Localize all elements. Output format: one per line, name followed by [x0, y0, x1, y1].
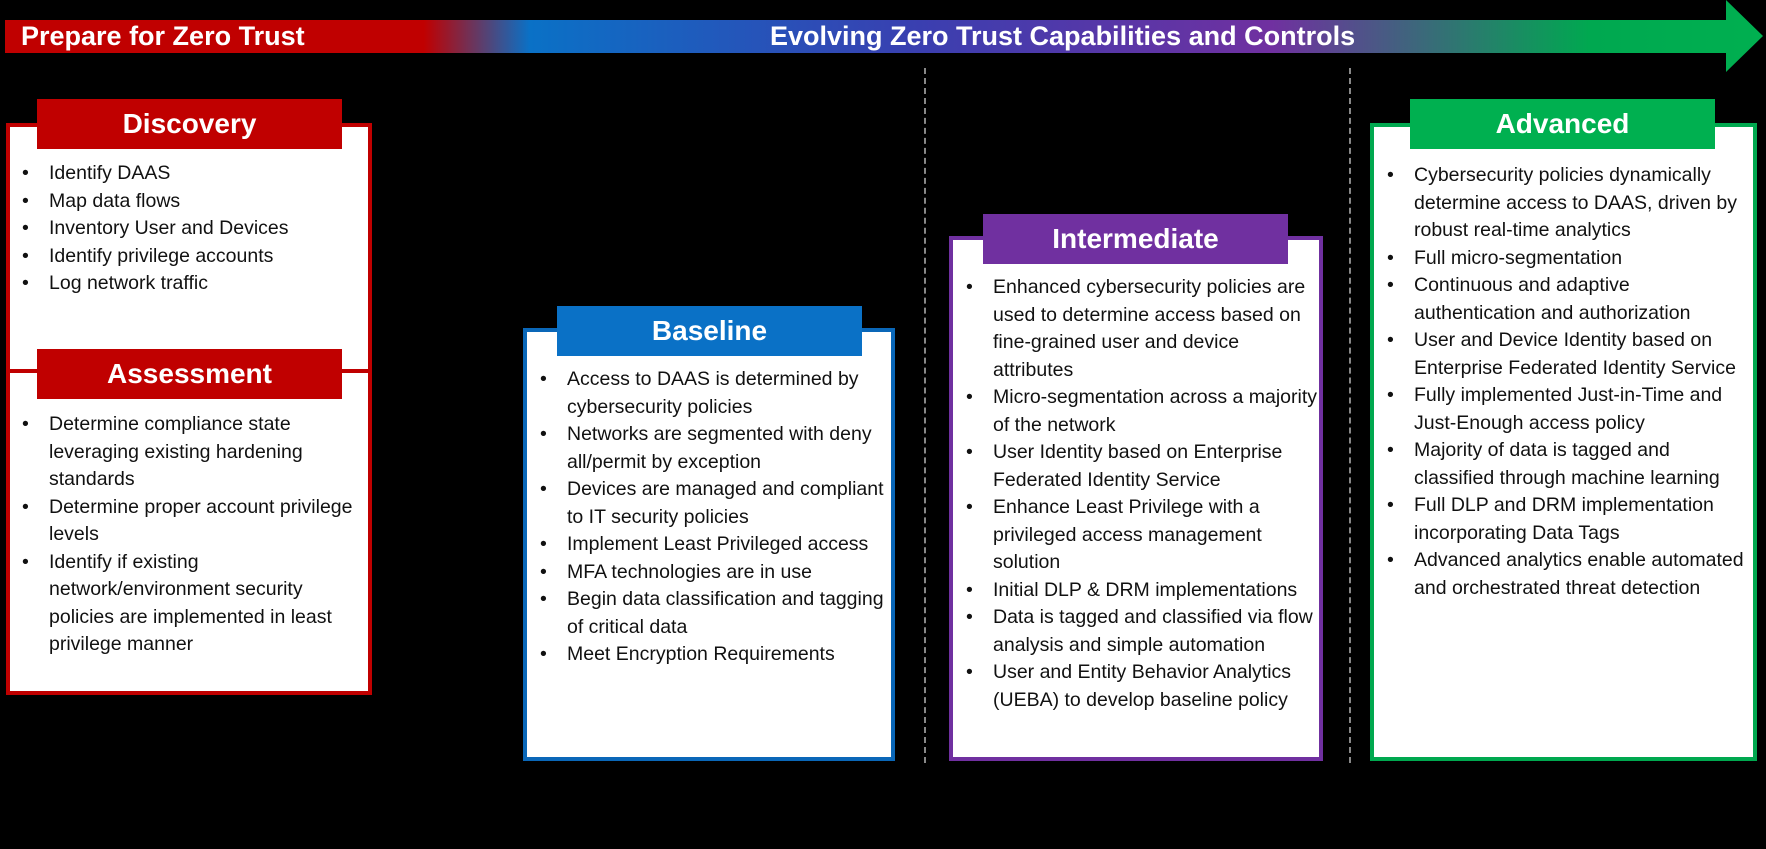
list-item: • Devices are managed and compliant to IT security policies	[538, 476, 891, 531]
advanced-header: Advanced	[1410, 99, 1715, 149]
intermediate-header: Intermediate	[983, 214, 1288, 264]
list-item: • Full micro-segmentation	[1385, 245, 1755, 273]
list-item: • Fully implemented Just-in-Time and Just-Enough access policy	[1385, 382, 1755, 437]
list-item: • Advanced analytics enable automated and orchestrated threat detection	[1385, 547, 1755, 602]
list-item: • Implement Least Privileged access	[538, 531, 891, 559]
assessment-list	[20, 411, 365, 659]
evolving-label: Evolving Zero Trust Capabilities and Controls	[770, 21, 1356, 51]
list-item: • Cybersecurity policies dynamically determine access to DAAS, driven by robust real-time analytics	[1385, 162, 1755, 245]
intermediate-list	[964, 274, 1321, 714]
list-item: • Continuous and adaptive authentication and authorization	[1385, 272, 1755, 327]
list-item: • Begin data classification and tagging of critical data	[538, 586, 891, 641]
assessment-header: Assessment	[37, 349, 342, 399]
list-item: • Meet Encryption Requirements	[538, 641, 891, 669]
list-item: • Identify privilege accounts	[20, 243, 365, 271]
list-item: • Initial DLP & DRM implementations	[964, 577, 1321, 605]
list-item: • User and Device Identity based on Enterprise Federated Identity Service	[1385, 327, 1755, 382]
list-item: • Networks are segmented with deny all/permit by exception	[538, 421, 891, 476]
list-item: • Enhanced cybersecurity policies are used to determine access based on fine-grained user and device attributes	[964, 274, 1321, 384]
baseline-list	[538, 366, 891, 669]
list-item: • Data is tagged and classified via flow analysis and simple automation	[964, 604, 1321, 659]
divider-left	[924, 68, 926, 763]
list-item: • User Identity based on Enterprise Federated Identity Service	[964, 439, 1321, 494]
list-item: • Micro-segmentation across a majority of the network	[964, 384, 1321, 439]
list-item: • Log network traffic	[20, 270, 365, 298]
list-item: • Determine proper account privilege levels	[20, 494, 365, 549]
list-item: • Access to DAAS is determined by cybersecurity policies	[538, 366, 891, 421]
prepare-label: Prepare for Zero Trust	[21, 21, 305, 51]
list-item: • User and Entity Behavior Analytics (UEBA) to develop baseline policy	[964, 659, 1321, 714]
list-item: • MFA technologies are in use	[538, 559, 891, 587]
list-item: • Inventory User and Devices	[20, 215, 365, 243]
list-item: • Identify if existing network/environment security policies are implemented in least privilege manner	[20, 549, 365, 659]
divider-right	[1349, 68, 1351, 763]
discovery-list	[20, 160, 365, 298]
list-item: • Map data flows	[20, 188, 365, 216]
discovery-header: Discovery	[37, 99, 342, 149]
advanced-list	[1385, 162, 1755, 602]
list-item: • Full DLP and DRM implementation incorporating Data Tags	[1385, 492, 1755, 547]
list-item: • Majority of data is tagged and classified through machine learning	[1385, 437, 1755, 492]
list-item: • Enhance Least Privilege with a privileged access management solution	[964, 494, 1321, 577]
baseline-header: Baseline	[557, 306, 862, 356]
list-item: • Determine compliance state leveraging existing hardening standards	[20, 411, 365, 494]
list-item: • Identify DAAS	[20, 160, 365, 188]
